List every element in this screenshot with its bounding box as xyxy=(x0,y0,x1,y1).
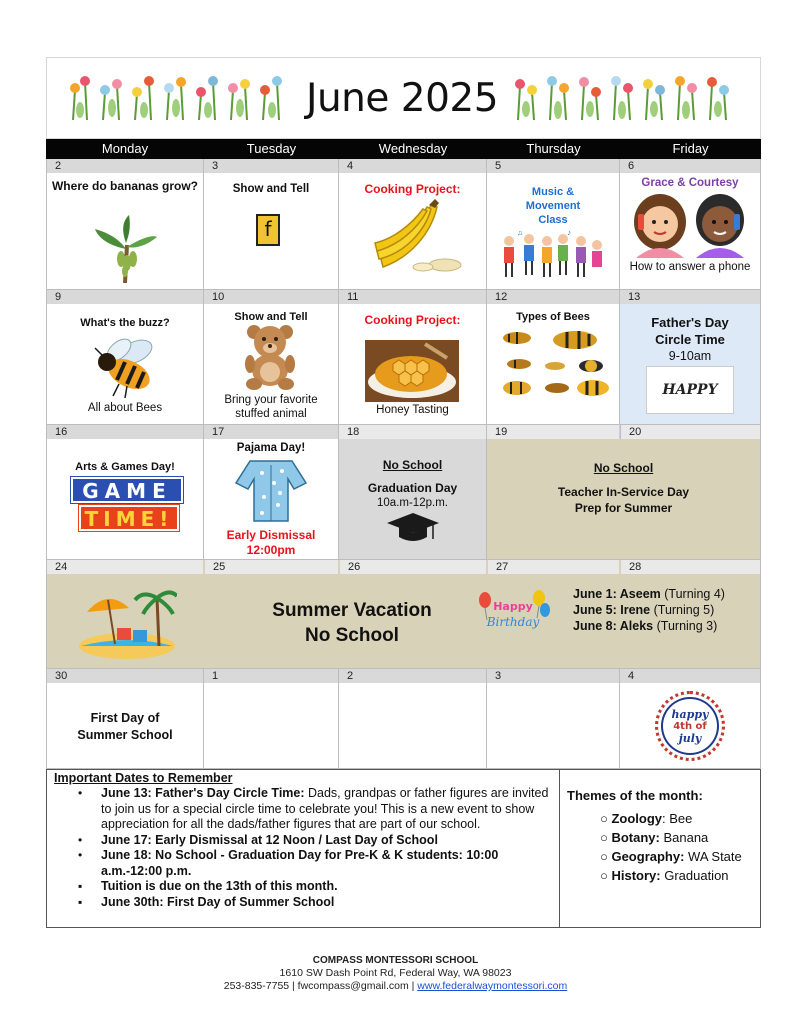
weekday-thursday: Thursday xyxy=(526,141,581,156)
important-dates xyxy=(47,770,560,927)
item-bold: Tuition is due on the 13th of this month. xyxy=(101,879,338,893)
day-number: 19 xyxy=(487,425,619,439)
weekday-monday: Monday xyxy=(101,141,149,156)
flower-border-left xyxy=(65,72,291,122)
day-cell-jun-5 xyxy=(487,159,620,290)
item-bold: June 18: No School - Graduation Day for Pre-K & K students: 10:00 a.m.-12:00 p.m. xyxy=(101,848,499,878)
day-cell-jun-6 xyxy=(620,159,761,290)
cell-title: Music & Movement Class xyxy=(525,186,581,226)
day-cell-jun-13 xyxy=(620,290,761,425)
happy-word: Happy xyxy=(493,600,533,613)
list-item xyxy=(54,786,559,833)
event-time: 9-10am xyxy=(668,349,712,363)
day-cell-jun-9 xyxy=(46,290,204,425)
important-dates-title: Important Dates to Remember xyxy=(54,771,233,785)
day-number: 5 xyxy=(487,159,619,173)
day-number: 18 xyxy=(339,425,486,439)
cell-title: First Day of Summer School xyxy=(77,711,173,742)
list-item xyxy=(54,895,559,911)
svg-text:♪: ♪ xyxy=(567,231,571,237)
cell-caption: Honey Tasting xyxy=(376,404,449,416)
item-bold: June 17: Early Dismissal at 12 Noon / Last Day of School xyxy=(101,832,438,847)
cell-title: Pajama Day! xyxy=(236,442,306,454)
day-number: 11 xyxy=(339,290,486,304)
theme-value: : Bee xyxy=(662,811,693,826)
theme-item: ○ Geography: WA State xyxy=(600,849,742,864)
day-number: 25 xyxy=(205,560,338,574)
pajama-icon xyxy=(234,457,308,525)
list-item xyxy=(54,833,559,849)
bullet-marker: • xyxy=(78,786,83,800)
day-cell-jul-2 xyxy=(339,669,487,769)
birthday-list xyxy=(573,586,763,634)
theme-label: Geography: xyxy=(611,849,685,864)
in-service-label: Teacher In-Service Day xyxy=(557,485,690,499)
day-number: 27 xyxy=(488,560,619,574)
footer xyxy=(0,954,791,993)
summer-vacation-week xyxy=(46,560,761,669)
svg-text:♫: ♫ xyxy=(517,231,523,237)
day-number: 4 xyxy=(620,669,760,683)
theme-value: Graduation xyxy=(660,868,729,883)
website-link[interactable]: www.federalwaymontessori.com xyxy=(417,980,568,992)
game-time-art xyxy=(71,477,183,537)
bananas-icon xyxy=(361,199,465,273)
july-word: july xyxy=(678,732,702,745)
types-of-bees-icon xyxy=(495,326,613,400)
day-cell-jul-3 xyxy=(487,669,620,769)
time-word: TIME! xyxy=(79,505,179,531)
day-cell-jun-3 xyxy=(204,159,339,290)
birthday-age: (Turning 5) xyxy=(653,603,715,617)
music-class-icon xyxy=(497,231,609,283)
theme-value: Banana xyxy=(659,830,709,845)
teddy-bear-icon xyxy=(240,324,300,390)
themes-of-month xyxy=(567,788,757,885)
game-word: GAME xyxy=(71,477,183,503)
theme-value: WA State xyxy=(684,849,742,864)
day-number: 24 xyxy=(47,560,203,574)
school-contact xyxy=(0,980,791,993)
theme-item: ○ History: Graduation xyxy=(600,868,729,883)
cell-title: Cooking Project: xyxy=(364,182,461,196)
weekday-wednesday: Wednesday xyxy=(378,141,448,156)
day-number: 28 xyxy=(621,560,760,574)
birthday-entry xyxy=(573,618,763,634)
birthday-word: Birthday xyxy=(486,615,540,629)
kids-on-phone-icon xyxy=(630,192,750,258)
day-cell-jun-12 xyxy=(487,290,620,425)
themes-list xyxy=(567,809,757,885)
month-title: June 2025 xyxy=(305,76,499,121)
cell-caption: How to answer a phone xyxy=(629,261,751,273)
day-cell-jun-16 xyxy=(46,425,204,560)
month-banner xyxy=(46,57,761,139)
day-cell-jun-17 xyxy=(204,425,339,560)
day-cell-jul-1 xyxy=(204,669,339,769)
theme-item: ○ Zoology: Bee xyxy=(600,811,693,826)
theme-item: ○ Botany: Banana xyxy=(600,830,709,845)
important-dates-list xyxy=(54,786,559,910)
day-number: 17 xyxy=(204,425,338,439)
day-number: 4 xyxy=(339,159,486,173)
day-number: 3 xyxy=(487,669,619,683)
birthday-name: June 8: Aleks xyxy=(573,619,654,633)
cell-title: Show and Tell xyxy=(234,311,308,323)
birthday-entry xyxy=(573,586,763,602)
list-item xyxy=(54,879,559,895)
no-school-label: No School xyxy=(593,461,654,475)
birthday-name: June 5: Irene xyxy=(573,603,651,617)
cell-title: Grace & Courtesy xyxy=(641,177,739,189)
birthday-age: (Turning 4) xyxy=(664,587,725,601)
beach-icon xyxy=(77,584,177,660)
banana-plant-icon xyxy=(95,215,157,285)
no-school-label: No School xyxy=(382,458,443,472)
no-school-label: No School xyxy=(305,625,399,646)
school-address: 1610 SW Dash Point Rd, Federal Way, WA 98023 xyxy=(279,967,512,979)
day-number: 12 xyxy=(487,290,619,304)
day-cell-jun-11 xyxy=(339,290,487,425)
day-number: 30 xyxy=(47,669,203,683)
school-name: COMPASS MONTESSORI SCHOOL xyxy=(312,955,479,966)
day-cell-jun-4 xyxy=(339,159,487,290)
bullet-marker: • xyxy=(78,832,83,847)
flower-border-right xyxy=(510,72,742,122)
day-number: 16 xyxy=(47,425,203,439)
day-cell-jun-2 xyxy=(46,159,204,290)
graduation-cap-icon xyxy=(387,511,439,545)
weekday-header xyxy=(46,139,761,159)
bee-icon xyxy=(89,336,163,398)
square-marker: ▪ xyxy=(78,879,83,893)
contact-text: 253-835-7755 | fwcompass@gmail.com | xyxy=(223,980,418,992)
day-number: 9 xyxy=(47,290,203,304)
summer-vacation-label: Summer Vacation xyxy=(272,600,432,621)
birthday-age: (Turning 3) xyxy=(656,619,718,633)
item-text: Dads, grandpas or father figures are invited to join us for a special circle time to celebrate you! This is a new event to show appreciation for all the dads/father figures that are part of our school. xyxy=(101,786,549,831)
theme-label: History: xyxy=(611,868,661,883)
themes-title: Themes of the month: xyxy=(567,788,703,803)
birthday-entry xyxy=(573,602,763,618)
day-cell-jul-4 xyxy=(620,669,761,769)
cell-caption: All about Bees xyxy=(87,402,163,414)
day-number: 6 xyxy=(620,159,760,173)
theme-label: Zoology xyxy=(611,811,663,826)
day-cell-jun-10 xyxy=(204,290,339,425)
happy-word: happy xyxy=(671,708,709,721)
fourth-word: 4th of xyxy=(673,721,707,732)
day-number: 26 xyxy=(340,560,486,574)
cell-title: Cooking Project: xyxy=(364,313,461,327)
event-time: 10a.m-12p.m. xyxy=(377,497,448,509)
cell-caption: Bring your favorite stuffed animal xyxy=(224,394,318,420)
day-number: 2 xyxy=(339,669,486,683)
graduation-day-label: Graduation Day xyxy=(367,481,458,495)
day-cell-jun-19-20 xyxy=(487,425,761,560)
info-box xyxy=(46,769,761,928)
honeycomb-icon xyxy=(365,340,459,402)
theme-label: Botany: xyxy=(611,830,660,845)
weekday-friday: Friday xyxy=(672,141,709,156)
fathers-day-art: HAPPY xyxy=(646,366,734,414)
prep-summer-label: Prep for Summer xyxy=(574,501,673,515)
bullet-marker: • xyxy=(78,848,83,862)
cell-title: Show and Tell xyxy=(232,183,310,195)
day-number: 10 xyxy=(204,290,338,304)
item-bold: June 13: Father's Day Circle Time: xyxy=(101,786,305,800)
day-number: 1 xyxy=(204,669,338,683)
weekday-tuesday: Tuesday xyxy=(246,141,297,156)
birthday-name: June 1: Aseem xyxy=(573,587,661,601)
letter-card: f xyxy=(256,214,280,246)
day-cell-jun-18 xyxy=(339,425,487,560)
item-bold: June 30th: First Day of Summer School xyxy=(101,894,335,909)
cell-title: Father's Day Circle Time xyxy=(651,315,729,347)
day-number: 13 xyxy=(620,290,760,304)
list-item xyxy=(54,848,559,879)
day-cell-jun-30 xyxy=(46,669,204,769)
day-number: 2 xyxy=(47,159,203,173)
day-number: 20 xyxy=(620,425,760,439)
happy-birthday-art xyxy=(475,590,551,642)
early-dismissal-note: Early Dismissal 12:00pm xyxy=(226,528,316,557)
cell-title: Arts & Games Day! xyxy=(75,461,175,473)
fourth-of-july-badge xyxy=(655,691,725,761)
cell-title: What's the buzz? xyxy=(80,317,170,329)
day-number: 3 xyxy=(204,159,338,173)
cell-title: Types of Bees xyxy=(516,311,590,323)
square-marker: ▪ xyxy=(78,894,83,909)
cell-title: Where do bananas grow? xyxy=(51,179,198,193)
